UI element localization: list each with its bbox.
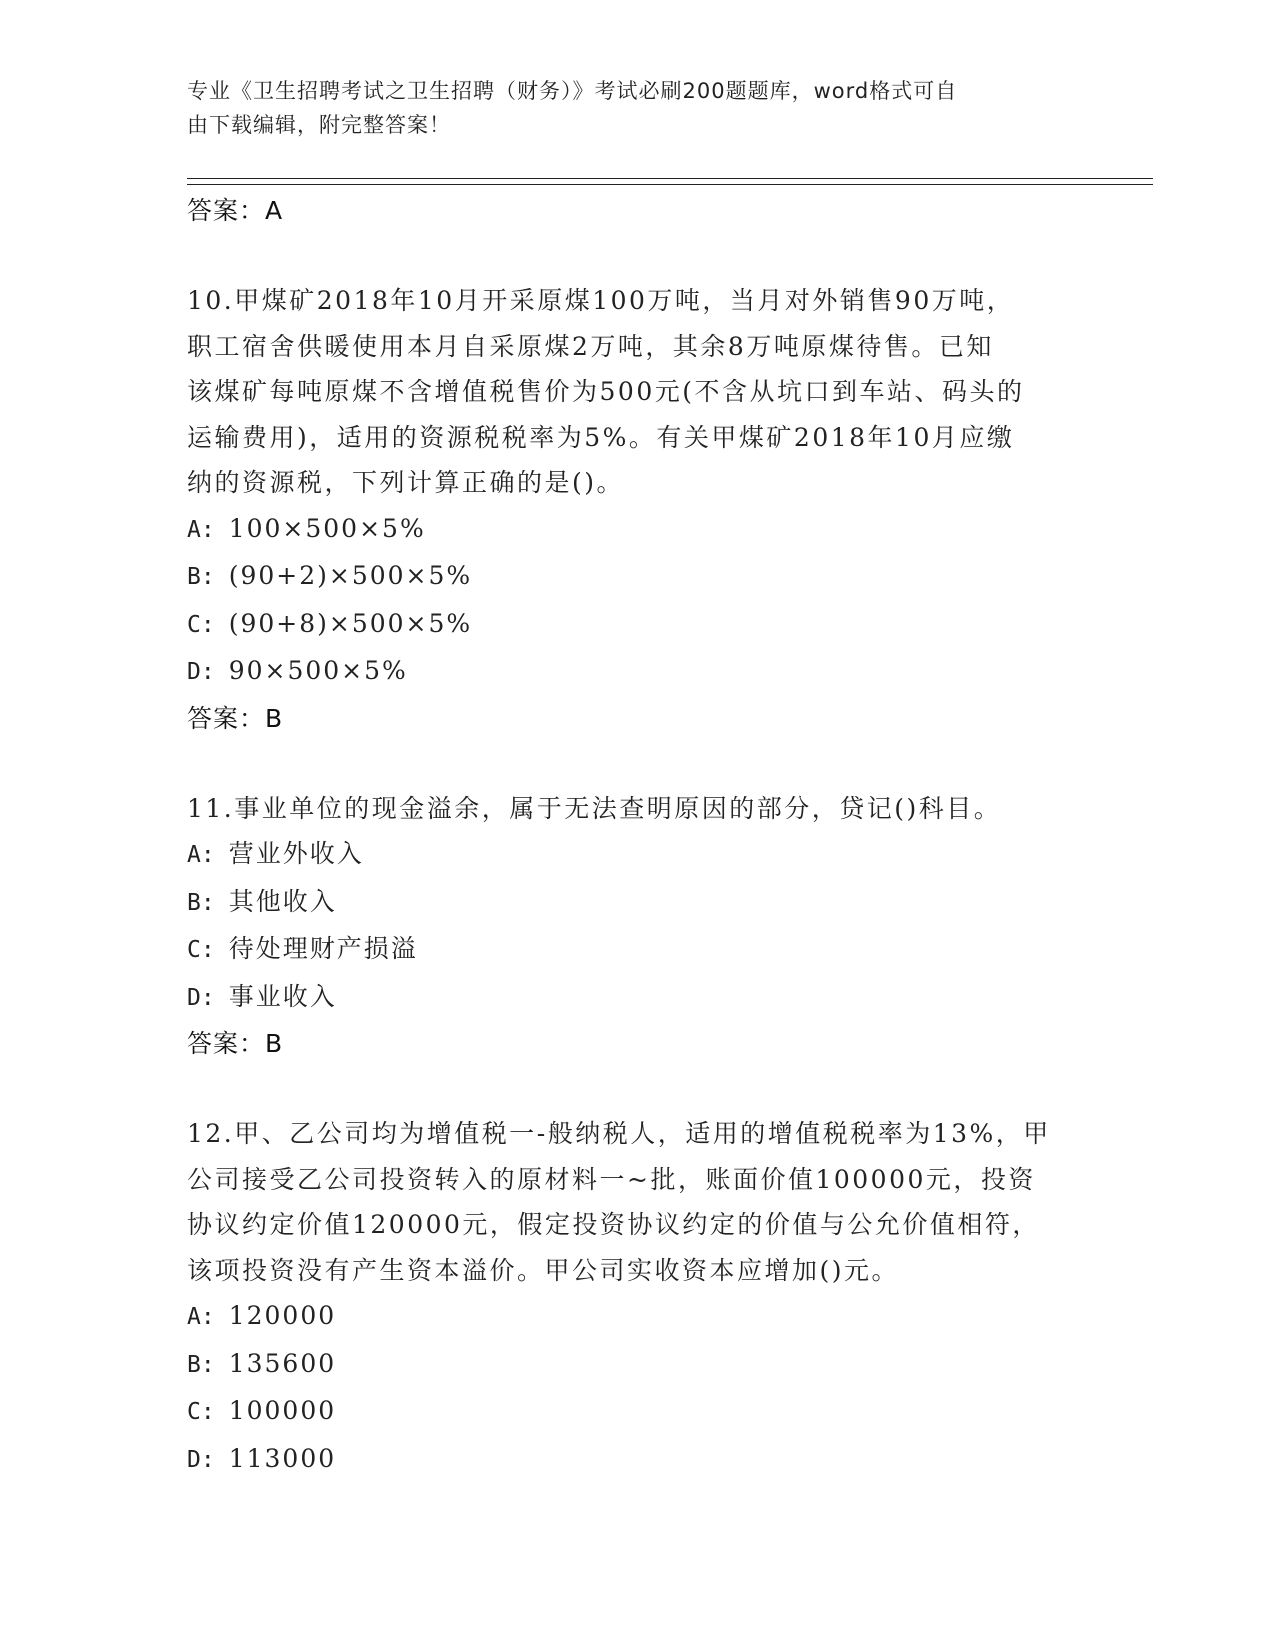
question-text-line: 运输费用)，适用的资源税税率为5%。有关甲煤矿2018年10月应缴	[187, 422, 1015, 452]
option-label: B:	[187, 564, 215, 590]
option-c	[187, 926, 1087, 974]
option-b	[187, 1341, 1087, 1389]
option-label: A:	[187, 1304, 215, 1330]
question-text-line: 纳的资源税，下列计算正确的是()。	[187, 468, 625, 497]
option-a	[187, 1293, 1087, 1341]
option-label: B:	[187, 1351, 215, 1378]
header-line-1: 专业《卫生招聘考试之卫生招聘（财务）》考试必刷200题题库，word格式可自	[187, 79, 958, 103]
spacer	[187, 742, 1087, 786]
question-list	[187, 188, 1087, 1483]
option-d	[187, 974, 1087, 1022]
option-label: C:	[187, 1399, 215, 1425]
option-text: (90+2)×500×5%	[228, 561, 473, 590]
option-label: D:	[187, 659, 215, 685]
option-label: D:	[187, 984, 215, 1011]
option-text: 113000	[228, 1443, 337, 1473]
option-d	[187, 1436, 1087, 1484]
header-line-2: 由下载编辑，附完整答案！	[187, 113, 451, 137]
option-b	[187, 879, 1087, 927]
header-divider-top	[187, 178, 1153, 179]
option-label: C:	[187, 611, 215, 638]
option-c	[187, 601, 1087, 649]
option-text: 待处理财产损溢	[228, 934, 418, 963]
question-text-line: 职工宿舍供暖使用本月自采原煤2万吨，其余8万吨原煤待售。已知	[187, 331, 994, 361]
question-12	[187, 1111, 1087, 1483]
question-text-line: 协议约定价值120000元，假定投资协议约定的价值与公允价值相符，	[187, 1210, 1040, 1239]
question-text-line: 10.甲煤矿2018年10月开采原煤100万吨，当月对外销售90万吨，	[187, 286, 1015, 315]
header-divider-bottom	[187, 184, 1153, 185]
question-text-line: 公司接受乙公司投资转入的原材料一~批，账面价值100000元，投资	[187, 1164, 1036, 1194]
option-d	[187, 648, 1087, 696]
option-text: 事业收入	[228, 981, 337, 1011]
question-text-line: 11.事业单位的现金溢余，属于无法查明原因的部分，贷记()科目。	[187, 793, 1002, 823]
option-text: (90+8)×500×5%	[228, 608, 473, 638]
spacer	[187, 234, 1087, 278]
document-header	[187, 74, 1067, 142]
option-text: 100×500×5%	[228, 513, 426, 543]
answer: 答案：B	[187, 703, 284, 733]
question-11	[187, 786, 1087, 1068]
option-label: D:	[187, 1446, 215, 1473]
option-a	[187, 831, 1087, 879]
option-b	[187, 553, 1087, 601]
option-text: 135600	[228, 1348, 337, 1378]
question-10	[187, 278, 1087, 742]
question-text-line: 该煤矿每吨原煤不含增值税售价为500元(不含从坑口到车站、码头的	[187, 377, 1025, 406]
spacer	[187, 1067, 1087, 1111]
option-text: 营业外收入	[228, 839, 364, 868]
question-text-line: 该项投资没有产生资本溢价。甲公司实收资本应增加()元。	[187, 1255, 900, 1285]
option-text: 100000	[228, 1396, 337, 1425]
option-text: 120000	[228, 1301, 337, 1330]
answer: 答案：B	[187, 1029, 284, 1058]
option-text: 其他收入	[228, 886, 337, 916]
option-label: C:	[187, 937, 215, 963]
option-c	[187, 1388, 1087, 1436]
option-text: 90×500×5%	[228, 656, 408, 685]
question-text-line: 12.甲、乙公司均为增值税一-般纳税人，适用的增值税税率为13%，甲	[187, 1119, 1051, 1148]
option-label: A:	[187, 842, 215, 868]
previous-answer: 答案：A	[187, 196, 284, 225]
option-a	[187, 506, 1087, 554]
option-label: B:	[187, 889, 215, 916]
option-label: A:	[187, 516, 215, 543]
